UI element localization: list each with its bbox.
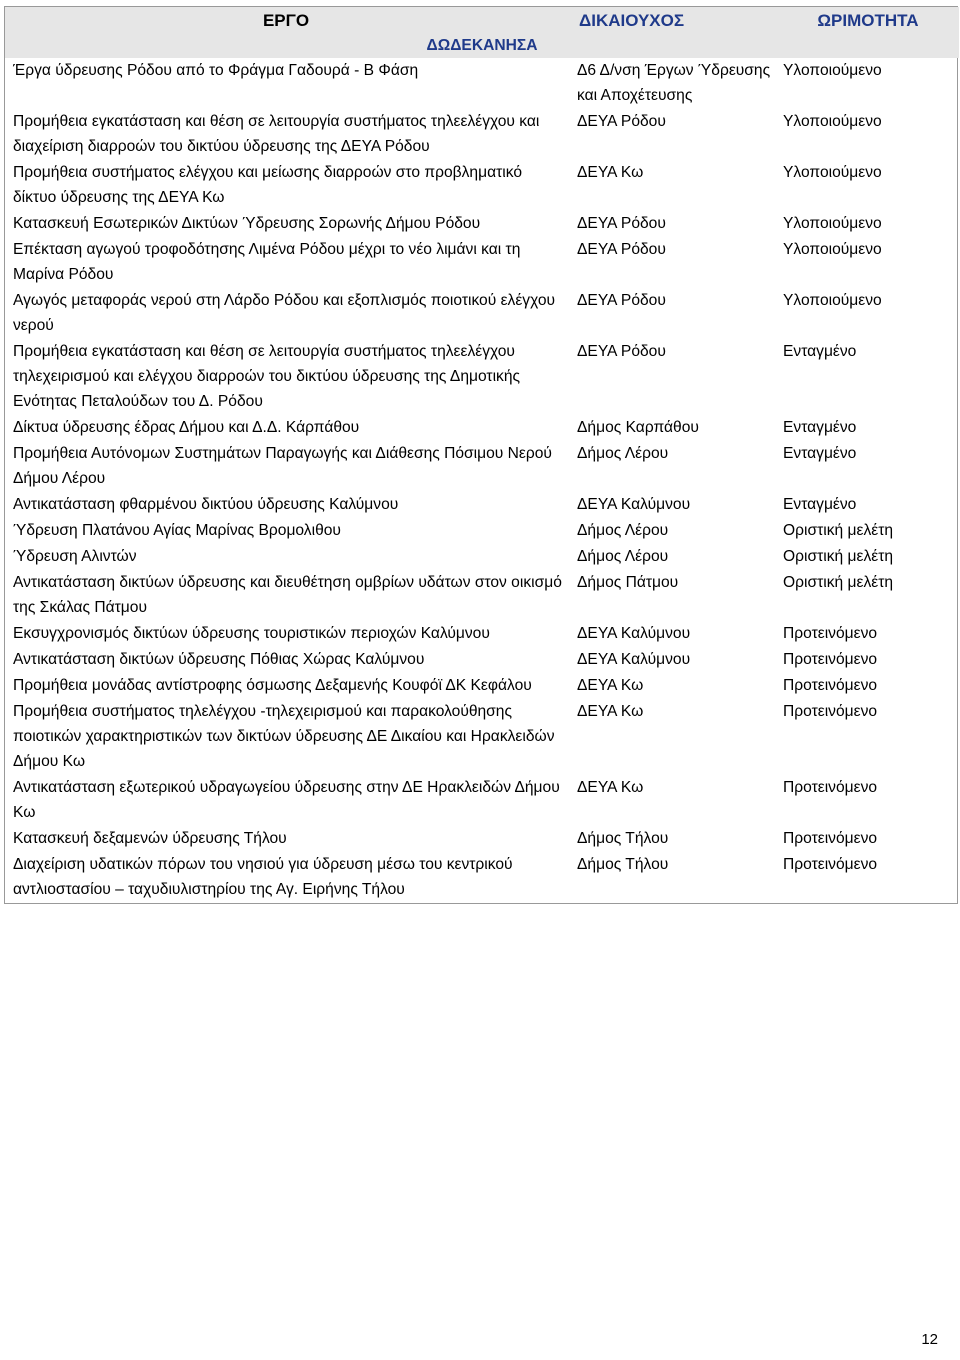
projects-table-container: [4, 6, 958, 904]
project-cell: Ύδρευση Αλιντών: [13, 548, 137, 565]
project-cell: Διαχείριση υδατικών πόρων του νησιού για ύδρευση μέσω του κεντρικού αντλιοστασίου – ταχυδιυλιστηρίου της Αγ. Ειρήνης Τήλου: [13, 856, 513, 898]
section-row: [5, 34, 959, 58]
beneficiary-cell: ΔΕΥΑ Κω: [577, 677, 644, 694]
beneficiary-cell: Δ6 Δ/νση Έργων Ύδρευσης και Αποχέτευσης: [577, 62, 771, 104]
project-cell: Προμήθεια μονάδας αντίστροφης όσμωσης Δεξαμενής Κουφόϊ ΔΚ Κεφάλου: [13, 677, 532, 694]
table-row: [5, 211, 959, 237]
status-cell: Προτεινόμενο: [783, 625, 878, 642]
beneficiary-cell: Δήμος Λέρου: [577, 522, 669, 539]
table-row: [5, 441, 959, 492]
status-cell: Προτεινόμενο: [783, 856, 878, 873]
beneficiary-cell: Δήμος Τήλου: [577, 856, 669, 873]
project-cell: Αντικατάσταση φθαρμένου δικτύου ύδρευσης Καλύμνου: [13, 496, 399, 513]
status-cell: Οριστική μελέτη: [783, 522, 894, 539]
status-cell: Ενταγμένο: [783, 496, 857, 513]
beneficiary-cell: Δήμος Πάτμου: [577, 574, 679, 591]
table-row: [5, 826, 959, 852]
beneficiary-cell: Δήμος Τήλου: [577, 830, 669, 847]
status-cell: Υλοποιούμενο: [783, 62, 882, 79]
beneficiary-cell: ΔΕΥΑ Καλύμνου: [577, 625, 691, 642]
table-row: [5, 699, 959, 775]
status-cell: Υλοποιούμενο: [783, 241, 882, 258]
status-cell: Υλοποιούμενο: [783, 113, 882, 130]
status-cell: Υλοποιούμενο: [783, 164, 882, 181]
beneficiary-cell: ΔΕΥΑ Κω: [577, 164, 644, 181]
table-row: [5, 109, 959, 160]
table-row: [5, 673, 959, 699]
status-cell: Υλοποιούμενο: [783, 215, 882, 232]
status-cell: Προτεινόμενο: [783, 651, 878, 668]
project-cell: Δίκτυα ύδρευσης έδρας Δήμου και Δ.Δ. Κάρπάθου: [13, 419, 360, 436]
table-row: [5, 237, 959, 288]
table-row: [5, 58, 959, 109]
project-cell: Προμήθεια εγκατάσταση και θέση σε λειτουργία συστήματος τηλεελέγχου και διαχείριση διαρροών του δικτύου ύδρευσης της ΔΕΥΑ Ρόδου: [13, 113, 540, 155]
header-beneficiary: ΔΙΚΑΙΟΥΧΟΣ: [567, 7, 777, 34]
beneficiary-cell: Δήμος Καρπάθου: [577, 419, 699, 436]
project-cell: Κατασκευή Εσωτερικών Δικτύων Ύδρευσης Σορωνής Δήμου Ρόδου: [13, 215, 481, 232]
project-cell: Προμήθεια συστήματος τηλελέγχου -τηλεχειρισμού και παρακολούθησης ποιοτικών χαρακτηριστικών των δικτύων ύδρευσης ΔΕ Δικαίου και Ηρακλειδών Δήμου Κω: [13, 703, 555, 770]
status-cell: Προτεινόμενο: [783, 779, 878, 796]
table-row: [5, 339, 959, 415]
status-cell: Προτεινόμενο: [783, 677, 878, 694]
header-maturity: ΩΡΙΜΟΤΗΤΑ: [777, 7, 959, 34]
beneficiary-cell: ΔΕΥΑ Ρόδου: [577, 113, 666, 130]
page-number: 12: [921, 1331, 938, 1348]
section-title: ΔΩΔΕΚΑΝΗΣΑ: [5, 34, 959, 58]
beneficiary-cell: ΔΕΥΑ Ρόδου: [577, 241, 666, 258]
table-row: [5, 647, 959, 673]
project-cell: Έργα ύδρευσης Ρόδου από το Φράγμα Γαδουρά - Β Φάση: [13, 62, 419, 79]
project-cell: Αντικατάσταση δικτύων ύδρευσης Πόθιας Χώρας Καλύμνου: [13, 651, 425, 668]
table-row: [5, 570, 959, 621]
beneficiary-cell: Δήμος Λέρου: [577, 548, 669, 565]
beneficiary-cell: ΔΕΥΑ Καλύμνου: [577, 651, 691, 668]
table-row: [5, 160, 959, 211]
project-cell: Προμήθεια συστήματος ελέγχου και μείωσης διαρροών στο προβληματικό δίκτυο ύδρευσης της ΔΕΥΑ Κω: [13, 164, 522, 206]
table-row: [5, 544, 959, 570]
beneficiary-cell: ΔΕΥΑ Καλύμνου: [577, 496, 691, 513]
beneficiary-cell: ΔΕΥΑ Ρόδου: [577, 292, 666, 309]
status-cell: Προτεινόμενο: [783, 830, 878, 847]
project-cell: Προμήθεια εγκατάσταση και θέση σε λειτουργία συστήματος τηλεελέγχου τηλεχειρισμού και ελέγχου διαρροών του δικτύου ύδρευσης της Δημοτικής Ενότητας Πεταλούδων του Δ. Ρόδου: [13, 343, 521, 410]
project-cell: Εκσυγχρονισμός δικτύων ύδρευσης τουριστικών περιοχών Καλύμνου: [13, 625, 490, 642]
header-project: ΕΡΓΟ: [5, 7, 567, 34]
table-row: [5, 621, 959, 647]
beneficiary-cell: Δήμος Λέρου: [577, 445, 669, 462]
status-cell: Οριστική μελέτη: [783, 574, 894, 591]
status-cell: Προτεινόμενο: [783, 703, 878, 720]
table-row: [5, 288, 959, 339]
project-cell: Κατασκευή δεξαμενών ύδρευσης Τήλου: [13, 830, 287, 847]
project-cell: Επέκταση αγωγού τροφοδότησης Λιμένα Ρόδου μέχρι το νέο λιμάνι και τη Μαρίνα Ρόδου: [13, 241, 521, 283]
status-cell: Ενταγμένο: [783, 445, 857, 462]
table-row: [5, 492, 959, 518]
table-row: [5, 775, 959, 826]
project-cell: Αντικατάσταση δικτύων ύδρευσης και διευθέτηση ομβρίων υδάτων στον οικισμό της Σκάλας Πάτμου: [13, 574, 562, 616]
status-cell: Υλοποιούμενο: [783, 292, 882, 309]
projects-table: [5, 7, 959, 903]
status-cell: Ενταγμένο: [783, 343, 857, 360]
beneficiary-cell: ΔΕΥΑ Κω: [577, 779, 644, 796]
project-cell: Ύδρευση Πλατάνου Αγίας Μαρίνας Βρομολιθου: [13, 522, 341, 539]
table-row: [5, 415, 959, 441]
table-row: [5, 852, 959, 903]
beneficiary-cell: ΔΕΥΑ Κω: [577, 703, 644, 720]
beneficiary-cell: ΔΕΥΑ Ρόδου: [577, 343, 666, 360]
status-cell: Ενταγμένο: [783, 419, 857, 436]
project-cell: Αντικατάσταση εξωτερικού υδραγωγείου ύδρευσης στην ΔΕ Ηρακλειδών Δήμου Κω: [13, 779, 560, 821]
project-cell: Προμήθεια Αυτόνομων Συστημάτων Παραγωγής και Διάθεσης Πόσιμου Νερού Δήμου Λέρου: [13, 445, 552, 487]
table-header-row: [5, 7, 959, 34]
status-cell: Οριστική μελέτη: [783, 548, 894, 565]
project-cell: Αγωγός μεταφοράς νερού στη Λάρδο Ρόδου και εξοπλισμός ποιοτικού ελέγχου νερού: [13, 292, 556, 334]
beneficiary-cell: ΔΕΥΑ Ρόδου: [577, 215, 666, 232]
table-row: [5, 518, 959, 544]
